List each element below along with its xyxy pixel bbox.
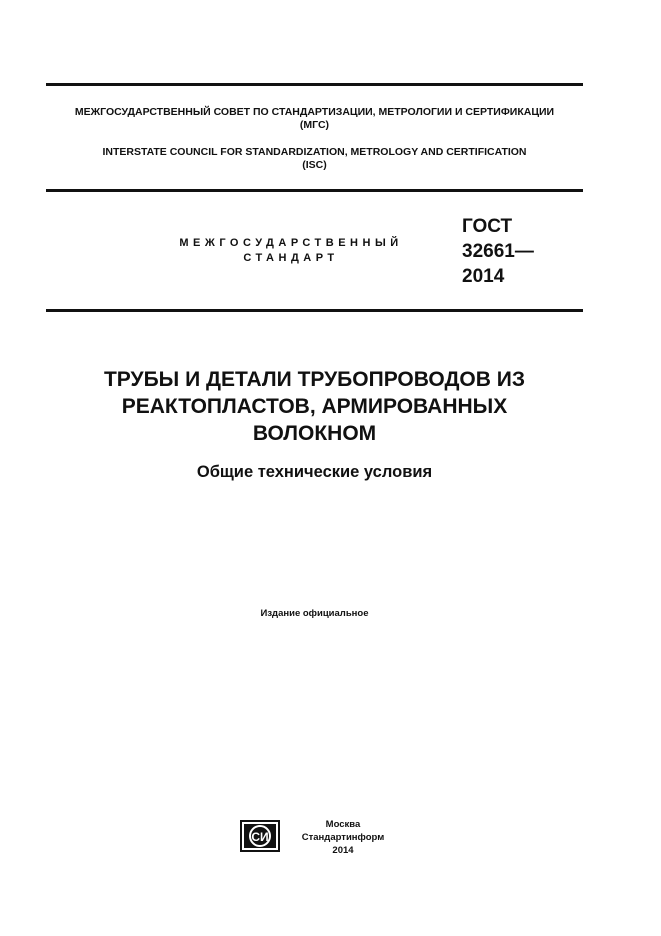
publisher-city: Москва (325, 819, 361, 830)
standard-type-line1: МЕЖГОСУДАРСТВЕННЫЙ (179, 237, 403, 249)
council-abbr-ru: (МГС) (299, 119, 330, 131)
gost-year: 2014 (462, 266, 505, 287)
standartinform-logo-icon (238, 818, 282, 854)
top-rule (46, 83, 583, 86)
middle-rule (46, 189, 583, 192)
council-name-en (46, 146, 583, 172)
council-name-en-text: INTERSTATE COUNCIL FOR STANDARDIZATION, METROLOGY AND CERTIFICATION (102, 146, 527, 158)
publisher-info (290, 818, 396, 857)
edition-label: Издание официальное (260, 608, 369, 619)
logo-text: СИ (251, 830, 269, 844)
title-line2: РЕАКТОПЛАСТОВ, АРМИРОВАННЫХ (121, 395, 508, 418)
gost-designation (462, 214, 534, 289)
document-subtitle: Общие технические условия (196, 463, 433, 481)
title-line3: ВОЛОКНОМ (252, 422, 377, 445)
council-name-ru-text: МЕЖГОСУДАРСТВЕННЫЙ СОВЕТ ПО СТАНДАРТИЗАЦИИ, МЕТРОЛОГИИ И СЕРТИФИКАЦИИ (74, 106, 555, 118)
standard-type (160, 236, 422, 266)
title-line1: ТРУБЫ И ДЕТАЛИ ТРУБОПРОВОДОВ ИЗ (103, 368, 526, 391)
bottom-rule (46, 309, 583, 312)
standard-type-line2: СТАНДАРТ (243, 252, 339, 264)
publisher-name: Стандартинформ (301, 832, 385, 843)
gost-prefix: ГОСТ (462, 216, 513, 237)
council-name-ru (46, 106, 583, 132)
council-abbr-en: (ISC) (302, 159, 327, 171)
publisher-year: 2014 (332, 845, 354, 856)
gost-number: 32661— (462, 241, 534, 262)
document-title (46, 366, 583, 447)
